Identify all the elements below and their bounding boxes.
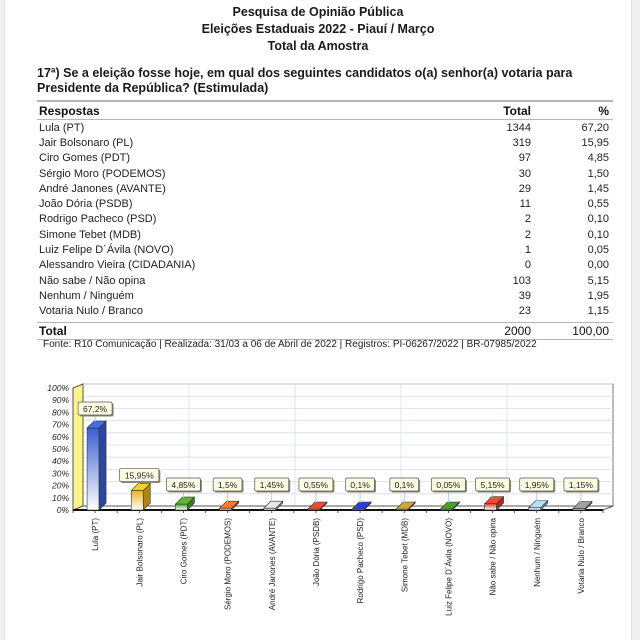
data-label: 1,95% [524,480,549,490]
row-total: 39 [518,289,531,302]
row-pct: 0,00 [587,259,609,272]
col-header-respostas: Respostas [39,103,100,118]
data-label: 15,95% [124,470,154,481]
row-total: 30 [518,167,531,180]
row-pct: 0,05 [587,244,609,257]
data-label: 0,05% [436,480,461,490]
data-label: 1,15% [568,480,593,490]
row-total: 2 [524,228,531,241]
table-row [37,166,613,181]
total-label: Total [39,323,67,338]
table-body [37,120,613,319]
y-tick-label: 100% [47,383,69,393]
col-header-total: Total [503,103,531,118]
row-pct: 1,95 [587,289,609,302]
row-pct: 0,55 [587,198,609,211]
data-label: 4,85% [171,480,196,490]
x-category-label: Lula (PT) [91,518,101,551]
bar-chart [5,370,633,640]
report-page [4,0,632,640]
row-label: Luiz Felipe D´Ávila (NOVO) [39,244,174,257]
row-label: Rodrigo Pacheco (PSD) [39,213,157,226]
y-tick-label: 0% [56,505,69,515]
row-label: Alessandro Vieira (CIDADANIA) [39,259,196,272]
x-category-label: João Dória (PSDB) [311,518,321,587]
row-label: André Janones (AVANTE) [39,182,166,195]
row-pct: 1,15 [587,305,609,318]
y-tick-label: 30% [51,468,69,479]
row-label: João Dória (PSDB) [39,198,133,211]
row-label: Ciro Gomes (PDT) [39,152,131,165]
row-label: Não sabe / Não opina [39,274,146,287]
row-total: 0 [524,259,531,272]
x-category-label: Votaria Nulo / Branco [576,518,586,594]
data-label: 1,5% [217,480,238,490]
x-category-label: Não sabe / Não opina [488,518,498,596]
row-pct: 15,95 [581,136,609,149]
row-pct: 67,20 [581,121,609,134]
report-header [5,4,631,55]
header-sample: Total da Amostra [267,39,369,53]
data-label: 0,1% [394,480,414,490]
table-row [37,196,613,211]
row-total: 11 [519,198,531,211]
col-header-pct: % [598,103,609,118]
source-note: Fonte: R10 Comunicação | Realizada: 31/03 a 06 de Abril de 2022 | Registros: PI-06267/2022 | BR-07985/2022 [43,339,537,350]
table-row [37,135,613,150]
table-row [37,120,613,135]
data-label: 0,55% [303,480,328,490]
y-tick-label: 60% [51,431,69,442]
row-total: 29 [518,182,531,195]
data-label: 67,2% [83,404,108,414]
row-total: 1344 [506,121,531,134]
row-label: Simone Tebet (MDB) [39,228,141,241]
table-total-row [37,322,613,340]
row-pct: 1,45 [587,182,609,195]
row-pct: 1,50 [587,167,609,180]
row-total: 1 [524,244,531,257]
results-table [37,100,613,340]
data-label: 0,1% [350,480,370,490]
y-tick-label: 70% [51,419,69,430]
table-row [37,227,613,242]
y-tick-label: 80% [51,407,69,418]
table-header [37,100,613,120]
table-row [37,212,613,227]
x-category-label: Ciro Gomes (PDT) [179,518,189,585]
x-category-label: Nenhum / Ninguém [532,518,542,587]
x-category-label: Luiz Felipe D´Ávila (NOVO) [444,518,454,616]
row-total: 2 [524,213,531,226]
y-tick-label: 20% [51,480,69,491]
header-title: Pesquisa de Opinião Pública [232,5,404,19]
row-total: 97 [518,152,531,165]
row-pct: 0,10 [587,228,609,241]
total-count: 2000 [504,323,531,338]
data-label: 1,45% [259,480,284,490]
x-category-label: Rodrigo Pacheco (PSD) [356,518,366,604]
table-row [37,288,613,303]
header-subtitle: Eleições Estaduais 2022 - Piauí / Março [201,22,435,36]
total-pct: 100,00 [572,323,609,338]
row-label: Lula (PT) [39,121,85,134]
x-category-label: Jair Bolsonaro (PL) [135,518,145,587]
row-pct: 0,10 [587,213,609,226]
row-label: Votaria Nulo / Branco [39,305,143,318]
table-row [37,273,613,288]
x-category-label: André Janones (AVANTE) [267,518,277,611]
y-tick-label: 50% [51,444,69,454]
table-row [37,151,613,166]
x-category-label: Simone Tebet (MDB) [400,518,410,593]
row-total: 23 [518,305,531,318]
row-total: 319 [512,136,531,149]
x-category-label: Sérgio Moro (PODEMOS) [223,518,233,611]
row-pct: 4,85 [587,152,609,165]
y-tick-label: 40% [51,456,69,467]
y-tick-label: 10% [51,492,69,503]
table-row [37,258,613,273]
table-row [37,181,613,196]
y-tick-label: 90% [51,395,69,406]
row-label: Jair Bolsonaro (PL) [39,136,134,149]
row-total: 103 [512,274,531,287]
row-pct: 5,15 [587,274,609,287]
data-label: 5,15% [480,480,505,490]
row-label: Sérgio Moro (PODEMOS) [39,167,166,180]
table-row [37,304,613,319]
question-text: 17ª) Se a eleição fosse hoje, em qual dos seguintes candidatos o(a) senhor(a) votaria para Presidente da República? (Estimulada) [37,66,573,95]
row-label: Nenhum / Ninguém [39,289,134,302]
table-row [37,242,613,257]
